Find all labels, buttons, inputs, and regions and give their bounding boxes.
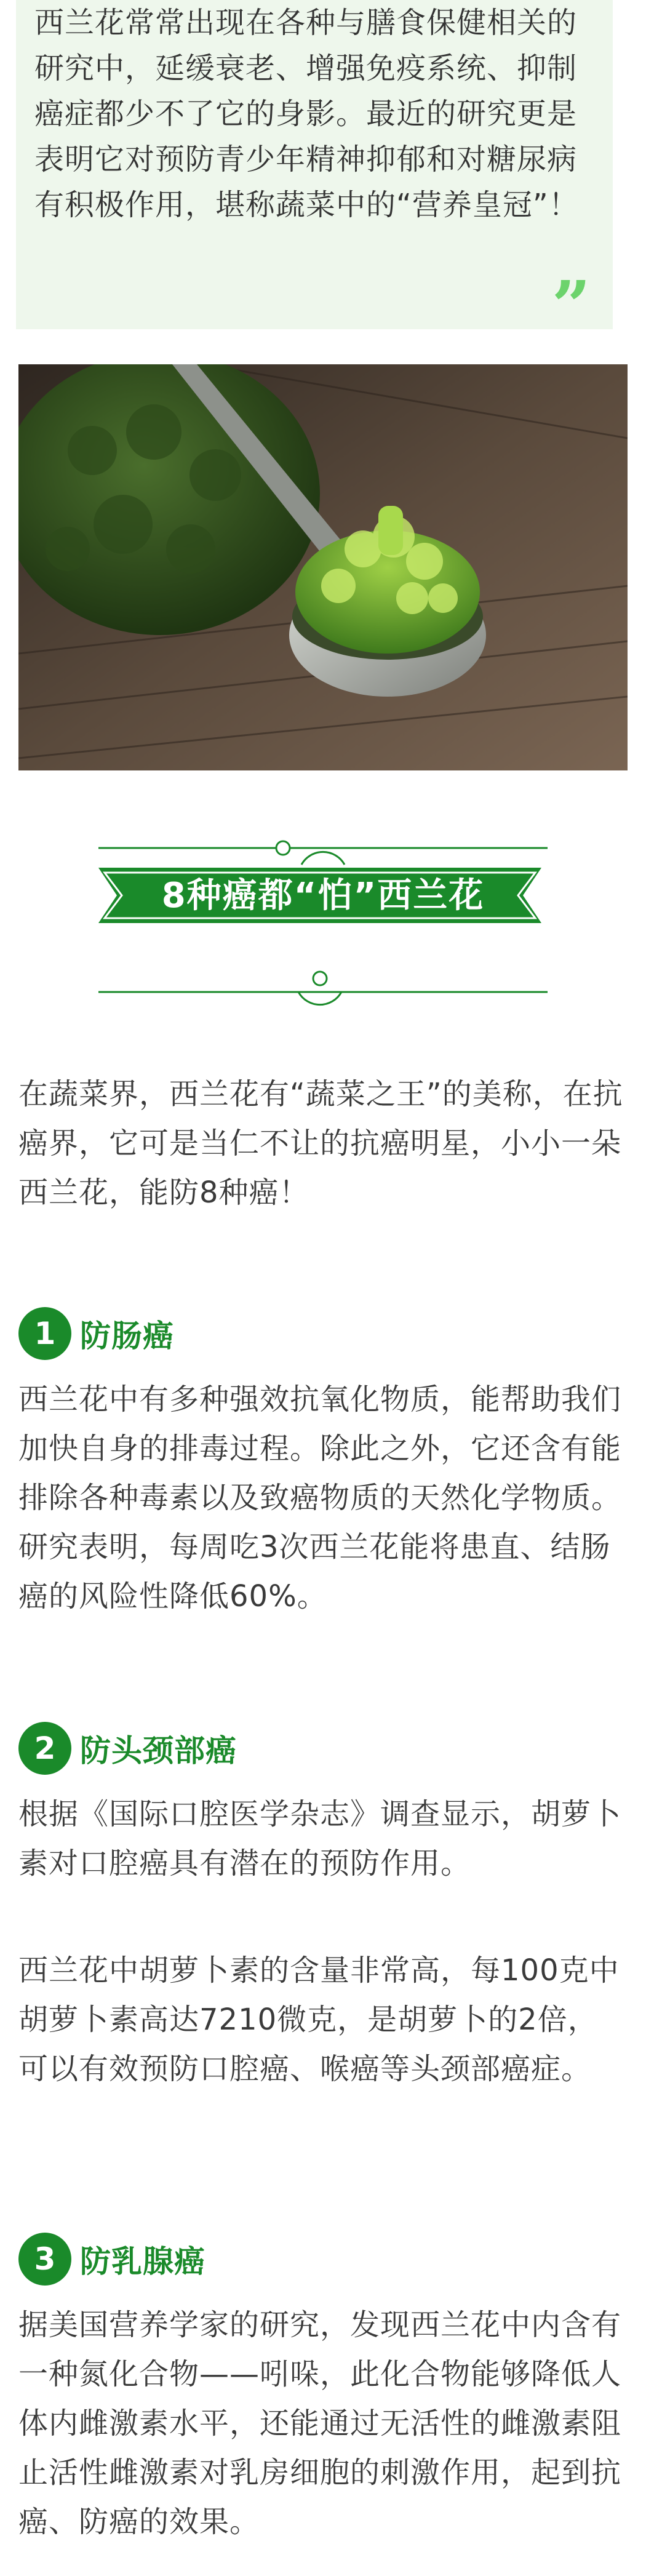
section-title: 防乳腺癌	[80, 2244, 205, 2279]
section-heading-1	[18, 1306, 174, 1361]
paragraph-breast-cancer: 据美国营养学家的研究，发现西兰花中内含有一种氮化合物——吲哚，此化合物能够降低人体内雌激素水平，还能通过无活性的雌激素阻止活性雌激素对乳房细胞的刺激作用，起到抗癌、防癌的效果。	[18, 2308, 622, 2539]
section-heading-3	[18, 2231, 205, 2287]
section-number-badge: 2	[18, 1722, 71, 1775]
intro-quote-box	[16, 0, 613, 345]
section-banner	[98, 831, 548, 1015]
paragraph-head-neck-1: 根据《国际口腔医学杂志》调查显示，胡萝卜素对口腔癌具有潜在的预防作用。	[18, 1797, 622, 1881]
section-number-badge: 1	[18, 1307, 71, 1360]
section-title: 防肠癌	[80, 1318, 174, 1354]
banner-ornament	[98, 831, 548, 1015]
broccoli-illustration	[18, 364, 628, 770]
section-title: 防头颈部癌	[80, 1733, 237, 1769]
section-number-badge: 3	[18, 2233, 71, 2286]
paragraph-head-neck-2: 西兰花中胡萝卜素的含量非常高，每100克中胡萝卜素高达7210微克，是胡萝卜的2倍，可以有效预防口腔癌、喉癌等头颈部癌症。	[18, 1953, 620, 2086]
section-heading-2	[18, 1721, 237, 1776]
closing-quote-icon: ”	[551, 266, 591, 345]
paragraph-colon-cancer: 西兰花中有多种强效抗氧化物质，能帮助我们加快自身的排毒过程。除此之外，它还含有能排除各种毒素以及致癌物质的天然化学物质。研究表明，每周吃3次西兰花能将患直、结肠癌的风险性降低60%。	[18, 1382, 622, 1614]
intro-text: 西兰花常常出现在各种与膳食保健相关的研究中，延缓衰老、增强免疫系统、抑制癌症都少不了它的身影。最近的研究更是表明它对预防青少年精神抑郁和对糖尿病有积极作用，堪称蔬菜中的“营养皇冠”！	[34, 6, 579, 222]
paragraph-intro: 在蔬菜界，西兰花有“蔬菜之王”的美称，在抗癌界，它可是当仁不让的抗癌明星，小小一朵西兰花，能防8种癌！	[18, 1077, 623, 1210]
broccoli-photo	[18, 364, 628, 770]
banner-title: 8种癌都“怕”西兰花	[161, 876, 485, 916]
